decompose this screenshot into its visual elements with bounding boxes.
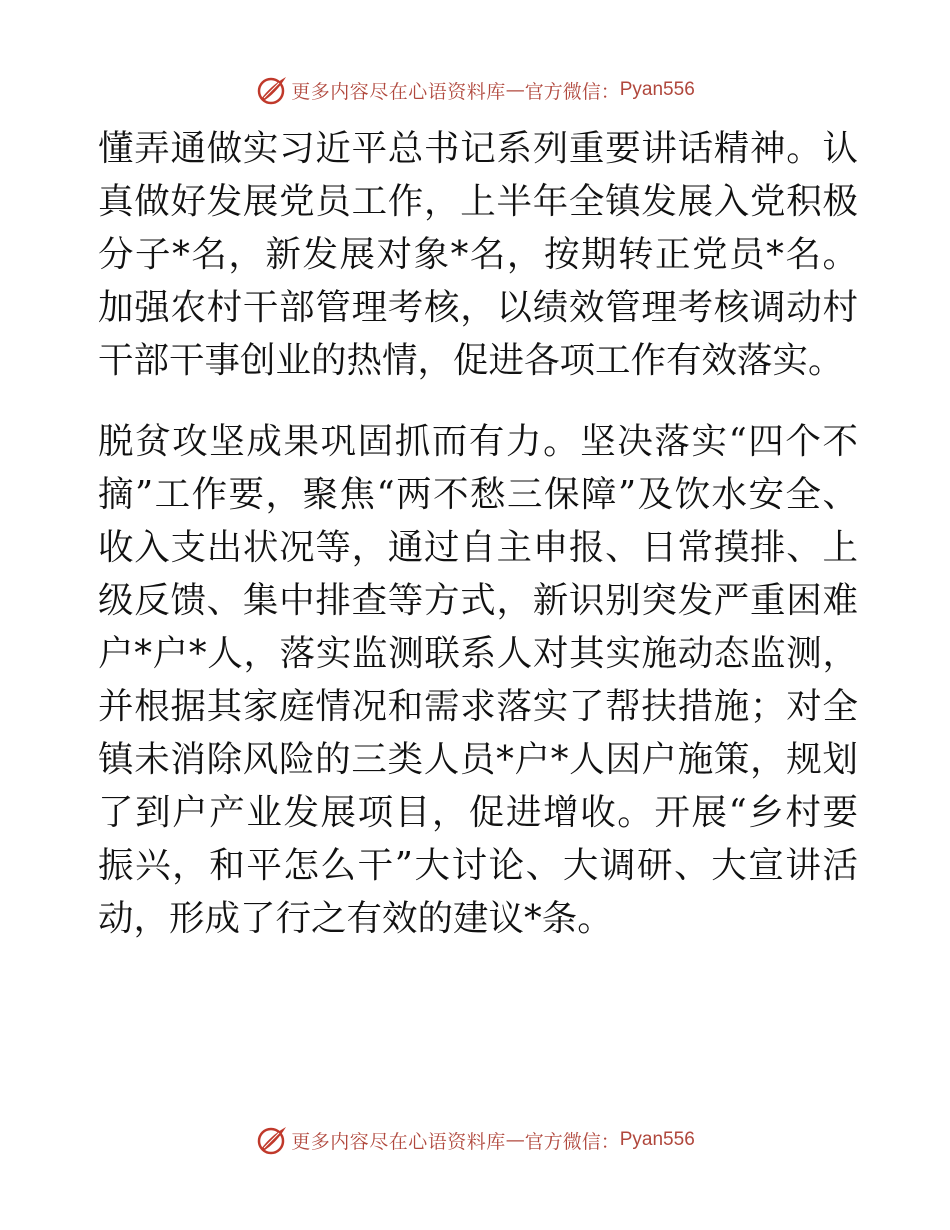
header-brand: 更多内容尽在心语资料库 [291, 80, 506, 103]
footer-contact-label: 官方微信： [524, 1130, 620, 1153]
header-watermark [0, 70, 950, 110]
paragraph-2: 脱贫攻坚成果巩固抓而有力。坚决落实“四个不摘”工作要，聚焦“两不愁三保障”及饮水安全、收入支出状况等，通过自主申报、日常摸排、上级反馈、集中排查等方式，新识别突发严重困难户*户*人，落实监测联系人对其实施动态监测，并根据其家庭情况和需求落实了帮扶措施；对全镇未消除风险的三类人员*户*人因户施策，规划了到户产业发展项目，促进增收。开展“乡村要振兴，和平怎么干”大讨论、大调研、大宣讲活动，形成了行之有效的建议*条。 [98, 421, 858, 939]
footer-brand: 更多内容尽在心语资料库 [291, 1130, 506, 1153]
feather-logo-icon [255, 73, 289, 107]
footer-watermark [0, 1120, 950, 1160]
feather-logo-icon [255, 1123, 289, 1157]
document-body [98, 122, 858, 945]
header-separator: — [505, 79, 525, 101]
paragraph-1: 懂弄通做实习近平总书记系列重要讲话精神。认真做好发展党员工作，上半年全镇发展入党积极分子*名，新发展对象*名，按期转正党员*名。加强农村干部管理考核，以绩效管理考核调动村干部干事创业的热情，促进各项工作有效落实。 [98, 128, 858, 381]
header-contact-label: 官方微信： [524, 80, 620, 103]
footer-separator: — [505, 1129, 525, 1151]
header-wechat-id: Pyan556 [619, 79, 695, 100]
footer-wechat-id: Pyan556 [619, 1129, 695, 1150]
